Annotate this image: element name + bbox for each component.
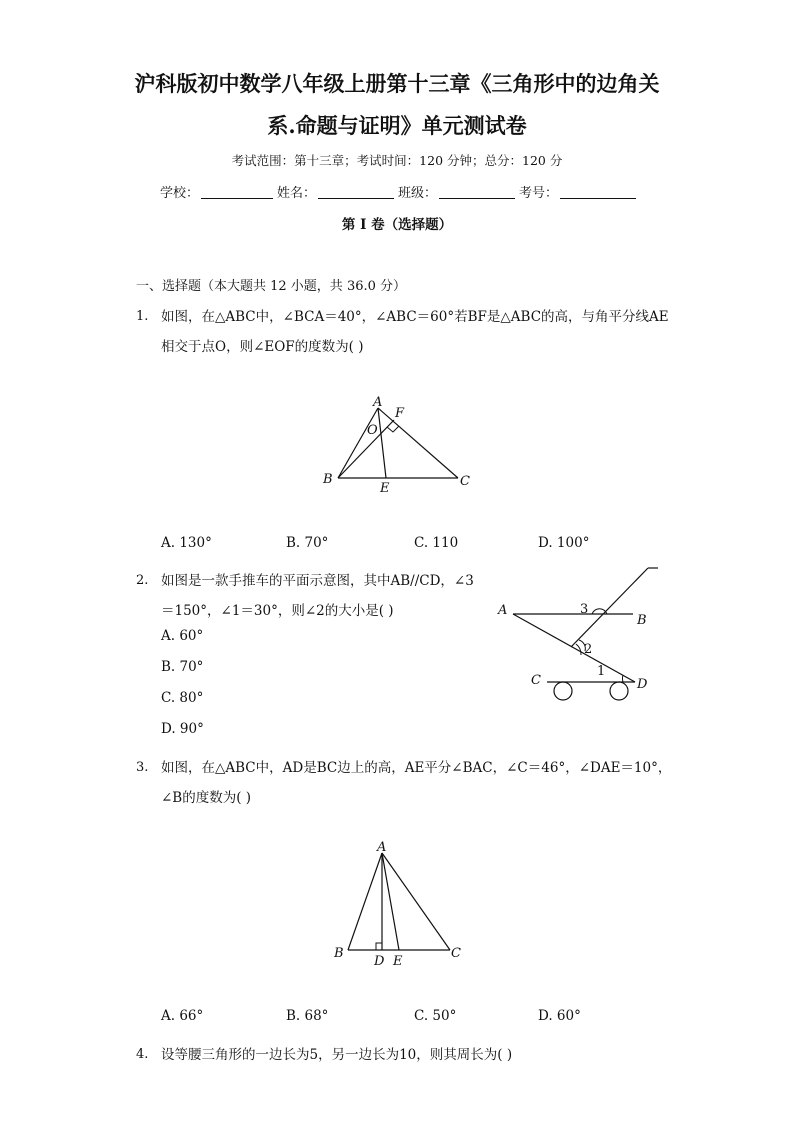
option-c[interactable]: C. 50° [414, 1008, 457, 1024]
number-field[interactable] [560, 184, 636, 199]
label-A: A [377, 840, 387, 855]
option-a[interactable]: A. 66° [161, 1008, 204, 1024]
question-text-line2: ∠B的度数为( ) [161, 790, 252, 806]
option-a[interactable]: A. 130° [161, 535, 212, 551]
option-b[interactable]: B. 68° [286, 1008, 329, 1024]
label-D: D [374, 954, 385, 969]
number-label: 考号： [519, 186, 559, 201]
question-text-line1: 如图，在△ABC中，∠BCA＝40°，∠ABC＝60°若BF是△ABC的高，与角平分线AE [161, 309, 669, 325]
exam-meta: 考试范围：第十三章；考试时间：120 分钟；总分：120 分 [231, 153, 563, 168]
option-b[interactable]: B. 70° [161, 659, 204, 675]
question-text-line2: ＝150°，∠1＝30°，则∠2的大小是( ) [161, 603, 394, 619]
section-title: 一、选择题（本大题共 12 小题，共 36.0 分） [136, 279, 407, 294]
question-number: 4. [136, 1047, 149, 1062]
label-F: F [395, 406, 405, 421]
question-number: 2. [136, 573, 149, 588]
triangle-figure-q3 [320, 835, 480, 970]
label-O: O [367, 423, 378, 438]
cart-figure-q2 [495, 562, 670, 707]
label-A: A [498, 603, 508, 618]
label-A: A [373, 395, 383, 410]
option-d[interactable]: D. 60° [538, 1008, 581, 1024]
question-number: 3. [136, 760, 149, 775]
option-a[interactable]: A. 60° [161, 628, 204, 644]
triangle-figure-q1 [300, 390, 500, 500]
option-d[interactable]: D. 100° [538, 535, 590, 551]
question-text-line1: 设等腰三角形的一边长为5，另一边长为10，则其周长为( ) [161, 1047, 513, 1063]
option-c[interactable]: C. 80° [161, 690, 204, 706]
label-B: B [323, 472, 333, 487]
label-C: C [460, 474, 470, 489]
angle-1-label: 1 [597, 664, 606, 679]
question-number: 1. [136, 309, 149, 324]
name-field[interactable] [318, 184, 394, 199]
label-B: B [637, 613, 647, 628]
label-D: D [637, 677, 648, 692]
label-E: E [380, 481, 390, 496]
class-field[interactable] [439, 184, 515, 199]
label-C: C [451, 946, 461, 961]
label-E: E [393, 954, 403, 969]
doc-title-line1: 沪科版初中数学八年级上册第十三章《三角形中的边角关 [134, 71, 660, 96]
option-d[interactable]: D. 90° [161, 721, 204, 737]
label-C: C [531, 673, 541, 688]
student-info-line [160, 182, 640, 201]
option-b[interactable]: B. 70° [286, 535, 329, 551]
question-text-line2: 相交于点O，则∠EOF的度数为( ) [161, 339, 364, 355]
question-text-line1: 如图是一款手推车的平面示意图，其中AB//CD，∠3 [161, 573, 474, 589]
angle-2-label: 2 [584, 642, 593, 657]
option-c[interactable]: C. 110 [414, 535, 459, 551]
question-text-line1: 如图，在△ABC中，AD是BC边上的高，AE平分∠BAC，∠C＝46°，∠DAE＝10°， [161, 760, 672, 776]
angle-3-label: 3 [580, 602, 589, 617]
part-title: 第 I 卷（选择题） [341, 217, 453, 233]
school-label: 学校： [160, 186, 200, 201]
label-B: B [334, 946, 344, 961]
name-label: 姓名： [277, 186, 317, 201]
class-label: 班级： [398, 186, 438, 201]
school-field[interactable] [201, 184, 273, 199]
doc-title-line2: 系.命题与证明》单元测试卷 [267, 113, 527, 138]
